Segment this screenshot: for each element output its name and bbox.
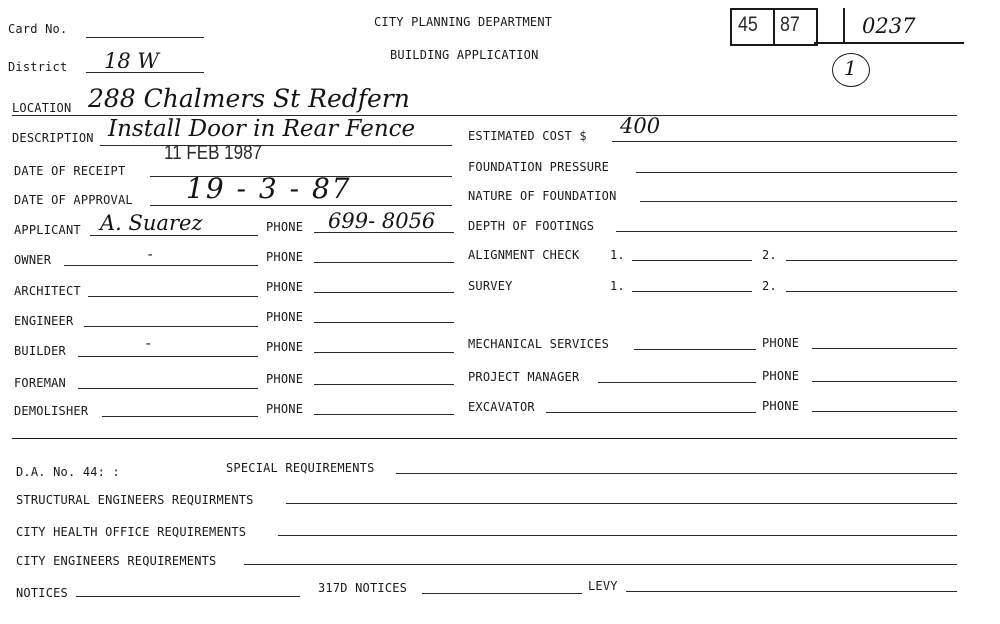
- mechanical-services-phone-label: PHONE: [762, 336, 800, 350]
- description-label: DESCRIPTION: [12, 131, 94, 145]
- alignment-check-2-line: [786, 260, 957, 261]
- notices-line: [76, 596, 300, 597]
- circled-number: 1: [844, 56, 857, 80]
- builder-label: BUILDER: [14, 344, 66, 358]
- location-value: 288 Chalmers St Redfern: [88, 84, 410, 113]
- excavator-phone-line: [812, 411, 957, 412]
- notices-317d-line: [422, 593, 582, 594]
- special-requirements-label: SPECIAL REQUIREMENTS: [226, 461, 375, 475]
- demolisher-phone-line: [314, 414, 454, 415]
- card-no-line: [86, 37, 204, 38]
- reference-number-a: 45: [738, 13, 758, 36]
- owner-line: [64, 265, 258, 266]
- nature-of-foundation-label: NATURE OF FOUNDATION: [468, 189, 617, 203]
- demolisher-label: DEMOLISHER: [14, 404, 89, 418]
- survey-1-line: [632, 291, 752, 292]
- owner-phone-line: [314, 262, 454, 263]
- excavator-line: [546, 412, 756, 413]
- levy-label: LEVY: [588, 579, 618, 593]
- depth-of-footings-label: DEPTH OF FOOTINGS: [468, 219, 595, 233]
- date-of-approval-value: 19 - 3 - 87: [186, 172, 352, 205]
- foreman-phone-line: [314, 384, 454, 385]
- estimated-cost-line: [612, 141, 957, 142]
- structural-engineers-line: [286, 503, 957, 504]
- mechanical-services-label: MECHANICAL SERVICES: [468, 337, 610, 351]
- section-divider: [12, 438, 957, 439]
- notices-label: NOTICES: [16, 586, 68, 600]
- city-engineers-line: [244, 564, 957, 565]
- demolisher-phone-label: PHONE: [266, 402, 304, 416]
- foundation-pressure-line: [636, 172, 957, 173]
- form-title: BUILDING APPLICATION: [390, 48, 539, 62]
- depth-of-footings-line: [616, 231, 957, 232]
- applicant-value: A. Suarez: [100, 211, 203, 235]
- reference-number-c: 0237: [862, 14, 916, 38]
- mechanical-services-line: [634, 349, 756, 350]
- alignment-check-label: ALIGNMENT CHECK: [468, 248, 580, 262]
- nature-of-foundation-line: [640, 201, 957, 202]
- reference-number-b: 87: [780, 13, 800, 36]
- survey-2-line: [786, 291, 957, 292]
- reference-box-divider: [773, 8, 775, 44]
- special-requirements-line: [396, 473, 957, 474]
- project-manager-line: [598, 382, 756, 383]
- district-label: District: [8, 60, 68, 74]
- demolisher-line: [102, 416, 258, 417]
- foreman-line: [78, 388, 258, 389]
- builder-line: [78, 356, 258, 357]
- project-manager-label: PROJECT MANAGER: [468, 370, 580, 384]
- card-no-label: Card No.: [8, 22, 68, 36]
- notices-317d-label: 317D NOTICES: [318, 581, 408, 595]
- owner-value: -: [146, 247, 155, 263]
- applicant-label: APPLICANT: [14, 223, 81, 237]
- excavator-label: EXCAVATOR: [468, 400, 535, 414]
- mechanical-services-phone-line: [812, 348, 957, 349]
- survey-1: 1.: [610, 279, 625, 293]
- description-line: [100, 145, 452, 146]
- date-of-approval-line: [150, 205, 452, 206]
- location-label: LOCATION: [12, 101, 72, 115]
- date-of-approval-label: DATE OF APPROVAL: [14, 193, 133, 207]
- owner-phone-label: PHONE: [266, 250, 304, 264]
- applicant-line: [90, 235, 258, 236]
- engineer-phone-label: PHONE: [266, 310, 304, 324]
- project-manager-phone-line: [812, 381, 957, 382]
- city-health-line: [278, 535, 957, 536]
- builder-phone-line: [314, 352, 454, 353]
- district-value: 18 W: [104, 49, 159, 73]
- alignment-check-1-line: [632, 260, 752, 261]
- builder-phone-label: PHONE: [266, 340, 304, 354]
- estimated-cost-value: 400: [620, 114, 661, 138]
- foundation-pressure-label: FOUNDATION PRESSURE: [468, 160, 610, 174]
- alignment-check-2: 2.: [762, 248, 777, 262]
- owner-label: OWNER: [14, 253, 52, 267]
- department-title: CITY PLANNING DEPARTMENT: [374, 15, 553, 29]
- engineer-label: ENGINEER: [14, 314, 74, 328]
- excavator-phone-label: PHONE: [762, 399, 800, 413]
- structural-engineers-label: STRUCTURAL ENGINEERS REQUIRMENTS: [16, 493, 254, 507]
- city-health-label: CITY HEALTH OFFICE REQUIREMENTS: [16, 525, 247, 539]
- applicant-phone-label: PHONE: [266, 220, 304, 234]
- architect-phone-label: PHONE: [266, 280, 304, 294]
- survey-label: SURVEY: [468, 279, 513, 293]
- survey-2: 2.: [762, 279, 777, 293]
- estimated-cost-label: ESTIMATED COST $: [468, 129, 587, 143]
- date-of-receipt-label: DATE OF RECEIPT: [14, 164, 126, 178]
- reference-underline: [814, 42, 964, 44]
- builder-value: -: [144, 336, 153, 352]
- reference-third-divider: [843, 8, 845, 42]
- project-manager-phone-label: PHONE: [762, 369, 800, 383]
- city-engineers-label: CITY ENGINEERS REQUIREMENTS: [16, 554, 217, 568]
- levy-line: [626, 591, 957, 592]
- foreman-label: FOREMAN: [14, 376, 66, 390]
- date-of-receipt-stamp: 11 FEB 1987: [164, 142, 262, 164]
- da-no-label: D.A. No. 44: :: [16, 465, 120, 479]
- engineer-phone-line: [314, 322, 454, 323]
- architect-line: [88, 296, 258, 297]
- engineer-line: [84, 326, 258, 327]
- architect-phone-line: [314, 292, 454, 293]
- description-value: Install Door in Rear Fence: [108, 116, 416, 142]
- alignment-check-1: 1.: [610, 248, 625, 262]
- architect-label: ARCHITECT: [14, 284, 81, 298]
- applicant-phone-value: 699- 8056: [328, 209, 436, 233]
- foreman-phone-label: PHONE: [266, 372, 304, 386]
